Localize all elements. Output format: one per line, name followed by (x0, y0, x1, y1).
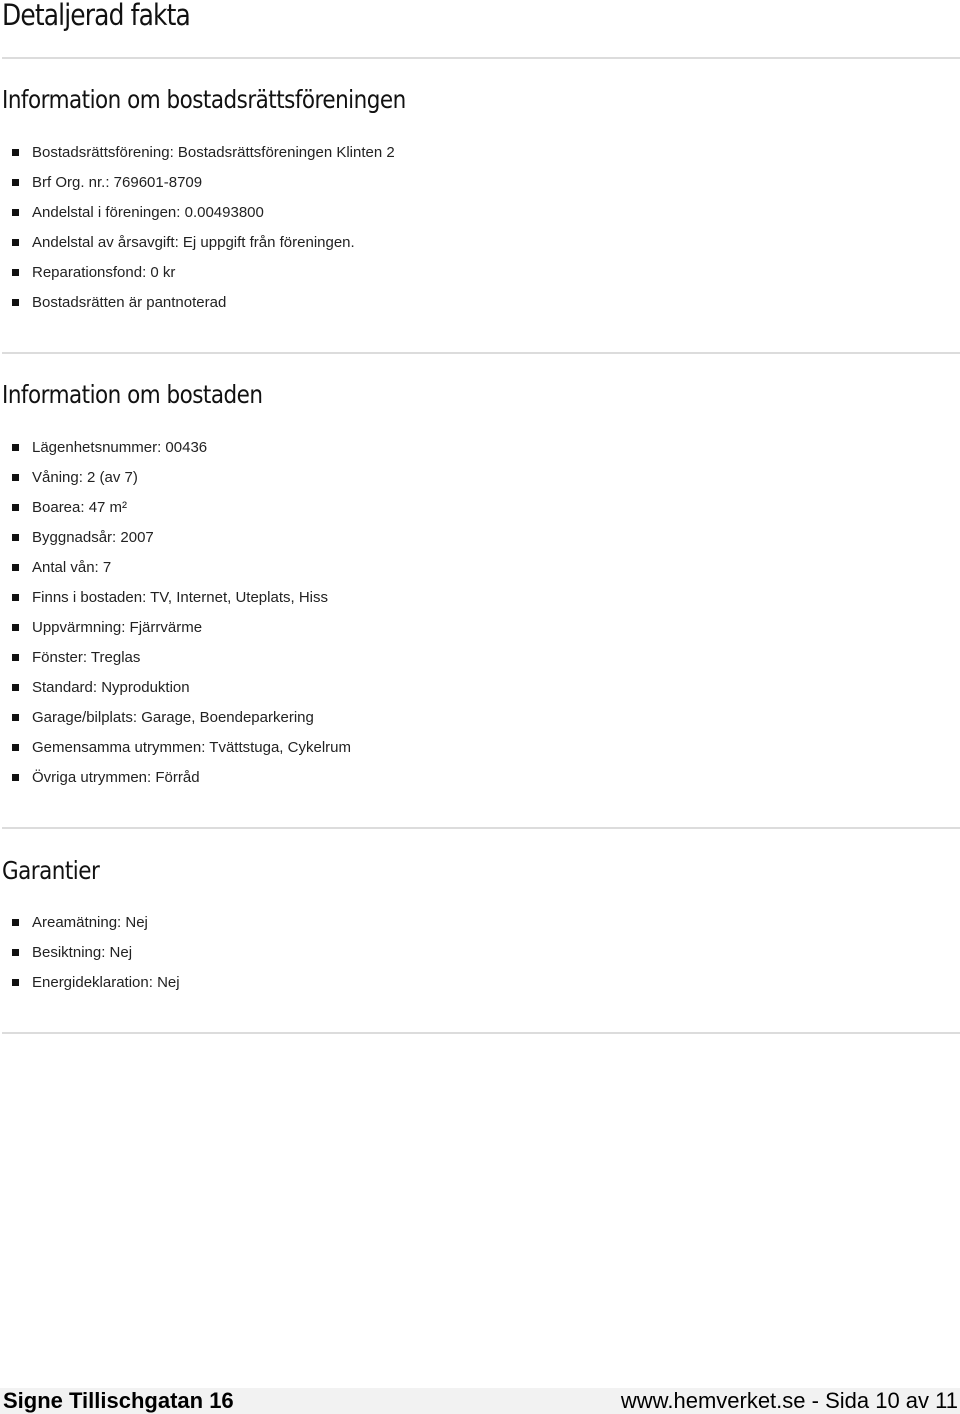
list-item (12, 552, 351, 582)
list-item (12, 137, 395, 167)
list-item-text: Finns i bostaden: TV, Internet, Uteplats, Hiss (32, 588, 328, 606)
list-item (12, 937, 180, 967)
square-bullet-icon (12, 684, 19, 691)
list-item-text: Lägenhetsnummer: 00436 (32, 438, 208, 456)
square-bullet-icon (12, 654, 19, 661)
guarantees-facts-list (12, 907, 180, 997)
list-item (12, 257, 395, 287)
square-bullet-icon (12, 534, 19, 541)
square-bullet-icon (12, 444, 19, 451)
footer-address: Signe Tillischgatan 16 (3, 1388, 234, 1413)
list-item (12, 167, 395, 197)
list-item (12, 672, 351, 702)
list-item (12, 582, 351, 612)
section-divider (2, 57, 960, 59)
square-bullet-icon (12, 299, 19, 306)
list-item-text: Brf Org. nr.: 769601-8709 (32, 173, 203, 191)
square-bullet-icon (12, 774, 19, 781)
list-item (12, 642, 351, 672)
list-item (12, 732, 351, 762)
list-item-text: Våning: 2 (av 7) (32, 468, 138, 486)
square-bullet-icon (12, 269, 19, 276)
section-heading-residence: Information om bostaden (2, 380, 263, 409)
list-item-text: Bostadsrätten är pantnoterad (32, 293, 227, 311)
list-item (12, 907, 180, 937)
square-bullet-icon (12, 179, 19, 186)
square-bullet-icon (12, 474, 19, 481)
list-item (12, 522, 351, 552)
square-bullet-icon (12, 504, 19, 511)
list-item (12, 612, 351, 642)
list-item (12, 197, 395, 227)
section-divider (2, 1032, 960, 1034)
square-bullet-icon (12, 744, 19, 751)
list-item-text: Reparationsfond: 0 kr (32, 263, 176, 281)
list-item-text: Uppvärmning: Fjärrvärme (32, 618, 203, 636)
list-item-text: Standard: Nyproduktion (32, 678, 190, 696)
list-item-text: Andelstal av årsavgift: Ej uppgift från föreningen. (32, 233, 355, 251)
list-item-text: Bostadsrättsförening: Bostadsrättsföreningen Klinten 2 (32, 143, 395, 161)
list-item-text: Besiktning: Nej (32, 943, 133, 961)
list-item (12, 967, 180, 997)
section-heading-guarantees: Garantier (2, 856, 100, 885)
square-bullet-icon (12, 949, 19, 956)
list-item-text: Andelstal i föreningen: 0.00493800 (32, 203, 264, 221)
list-item (12, 462, 351, 492)
square-bullet-icon (12, 149, 19, 156)
list-item (12, 432, 351, 462)
list-item (12, 702, 351, 732)
footer-page-info: www.hemverket.se - Sida 10 av 11 (620, 1388, 958, 1413)
list-item-text: Boarea: 47 m² (32, 498, 128, 516)
section-divider (2, 827, 960, 829)
square-bullet-icon (12, 714, 19, 721)
list-item-text: Garage/bilplats: Garage, Boendeparkering (32, 708, 314, 726)
square-bullet-icon (12, 594, 19, 601)
square-bullet-icon (12, 564, 19, 571)
list-item (12, 227, 395, 257)
list-item-text: Areamätning: Nej (32, 913, 148, 931)
list-item-text: Övriga utrymmen: Förråd (32, 768, 200, 786)
list-item-text: Byggnadsår: 2007 (32, 528, 154, 546)
square-bullet-icon (12, 624, 19, 631)
list-item (12, 762, 351, 792)
square-bullet-icon (12, 979, 19, 986)
residence-facts-list (12, 432, 351, 792)
section-heading-association: Information om bostadsrättsföreningen (2, 85, 406, 114)
page-title: Detaljerad fakta (2, 0, 190, 32)
square-bullet-icon (12, 239, 19, 246)
section-divider (2, 352, 960, 354)
square-bullet-icon (12, 919, 19, 926)
list-item (12, 287, 395, 317)
association-facts-list (12, 137, 395, 317)
square-bullet-icon (12, 209, 19, 216)
list-item-text: Antal vån: 7 (32, 558, 112, 576)
list-item (12, 492, 351, 522)
list-item-text: Gemensamma utrymmen: Tvättstuga, Cykelrum (32, 738, 351, 756)
list-item-text: Fönster: Treglas (32, 648, 141, 666)
list-item-text: Energideklaration: Nej (32, 973, 180, 991)
